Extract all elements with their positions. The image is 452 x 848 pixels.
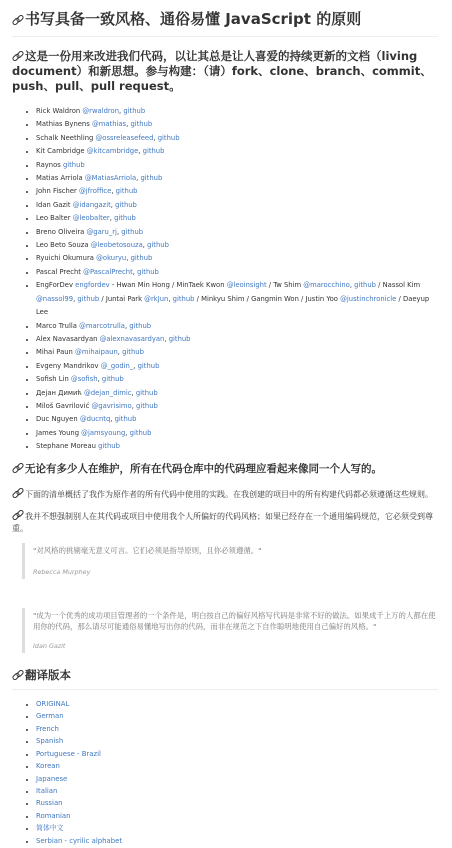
github-link[interactable]: github	[130, 120, 153, 129]
contributor-text: Duc Nguyen	[36, 415, 80, 424]
contributor-text: / Minkyu Shim / Gangmin Won / Justin Yoo	[194, 294, 341, 303]
quote-cite: Idan Gazit	[33, 642, 66, 651]
quote-text: "对风格的挑剔毫无意义可言。它们必须是指导原则，且你必须遵循。"	[33, 546, 262, 556]
contributor-text: Sofish Lin	[36, 375, 71, 384]
github-link[interactable]: github	[62, 160, 85, 169]
contributor-item	[36, 266, 438, 279]
contributor-text: Idan Gazit	[36, 200, 73, 209]
contributor-item	[36, 239, 438, 252]
twitter-link[interactable]: @okuryu	[96, 254, 127, 263]
contributor-item	[36, 185, 438, 198]
translation-link[interactable]: Italian	[36, 786, 58, 795]
twitter-link[interactable]: @justinchronicle	[340, 294, 397, 303]
contributors-list	[12, 105, 438, 454]
translation-item	[36, 723, 438, 735]
contributor-text: EngForDev	[36, 281, 76, 290]
github-link[interactable]: github	[115, 187, 138, 196]
contributor-text: Kit Cambridge	[36, 147, 87, 156]
contributor-text: ,	[131, 388, 136, 397]
translation-link[interactable]: Romanian	[36, 811, 71, 820]
blockquote	[22, 543, 438, 579]
github-link[interactable]: github	[168, 334, 191, 343]
translation-item	[36, 810, 438, 822]
noimpose-heading	[12, 510, 438, 534]
github-link[interactable]: github	[136, 401, 158, 410]
github-link[interactable]: github	[114, 415, 137, 424]
contributor-text: James Young	[36, 428, 82, 437]
translations-heading	[12, 668, 438, 690]
translation-item	[36, 773, 438, 785]
twitter-link[interactable]: @PascalPrecht	[83, 267, 133, 276]
contributor-item	[36, 226, 438, 239]
contributor-item	[36, 145, 438, 158]
twitter-link[interactable]: @sofish	[70, 375, 98, 384]
github-link[interactable]: github	[123, 107, 146, 115]
anchor-link-icon[interactable]	[12, 510, 22, 520]
contributor-text: ,	[131, 401, 137, 410]
twitter-link[interactable]: @ducntq	[79, 415, 111, 424]
contributor-text: Marco Trulla	[36, 321, 80, 330]
contributor-text: ,	[119, 107, 124, 115]
github-link[interactable]: github	[122, 348, 144, 357]
noimpose-text: 我并不想强制别人在其代码或项目中使用我个人所偏好的代码风格；如果已经存在一个通用编码规范，它必须受到尊重。	[12, 512, 433, 533]
contributor-text: ,	[73, 294, 78, 303]
twitter-link[interactable]: @ossreleasefeed	[95, 133, 154, 142]
contributor-text: Alex Navasardyan	[36, 334, 100, 343]
contributor-text: / Juntai Park	[99, 294, 145, 303]
twitter-link[interactable]: @rwaldron	[82, 107, 120, 115]
contributor-item	[36, 400, 438, 413]
translation-item	[36, 735, 438, 747]
twitter-link[interactable]: @alexnavasardyan	[99, 334, 165, 343]
contributor-item	[36, 132, 438, 145]
translation-link[interactable]: Portuguese - Brazil	[36, 749, 101, 758]
contributor-item	[36, 118, 438, 131]
contributor-text: ,	[116, 227, 122, 236]
contributor-text: ,	[110, 415, 115, 424]
contributor-text: ,	[117, 348, 123, 357]
contributor-text: ,	[97, 375, 102, 384]
contributor-text: ,	[138, 147, 143, 156]
twitter-link[interactable]: @garu_rj	[86, 227, 117, 236]
translation-item	[36, 710, 438, 722]
github-link[interactable]: github	[135, 388, 158, 397]
twitter-link[interactable]: @dejan_dimic	[84, 388, 132, 397]
anchor-link-icon[interactable]	[12, 488, 22, 498]
github-link[interactable]: github	[77, 294, 100, 303]
contributor-text: Mihai Paun	[36, 348, 76, 357]
translation-link[interactable]: Serbian - cyrilic alphabet	[36, 836, 123, 845]
consistency-text: 无论有多少人在维护，所有在代码仓库中的代码理应看起来像同一个人写的。	[25, 462, 382, 475]
github-link[interactable]: github	[157, 133, 180, 142]
anchor-link-icon[interactable]	[12, 463, 22, 473]
github-link[interactable]: github	[114, 214, 136, 223]
contributor-text: ,	[168, 294, 173, 303]
github-link[interactable]: github	[121, 227, 144, 236]
anchor-link-icon[interactable]	[12, 670, 22, 680]
contributor-text: ,	[110, 200, 116, 209]
github-link[interactable]: github	[354, 281, 376, 290]
contributor-text: ,	[153, 133, 158, 142]
translations-heading-text: 翻译版本	[25, 668, 71, 683]
twitter-link[interactable]: @marcotrulla	[79, 321, 125, 330]
twitter-link[interactable]: @leobalter	[72, 214, 110, 223]
translation-item	[36, 785, 438, 797]
translation-item	[36, 835, 438, 847]
translation-link[interactable]: Spanish	[36, 737, 64, 746]
intro-text: 这是一份用来改进我们代码，以让其总是让人喜爱的持续更新的文档（living document）和新思想。参与构建：（请）fork、clone、branch、commit、push、pull、pull request。	[12, 49, 432, 93]
contributor-text: ,	[124, 321, 130, 330]
quote-cite: Rebecca Murphey	[33, 568, 91, 577]
contributor-text: ,	[136, 174, 141, 183]
contributor-text: ,	[132, 267, 138, 276]
contributor-item	[36, 360, 438, 373]
twitter-link[interactable]: @leobetosouza	[90, 241, 143, 250]
translation-link[interactable]: 简体中文	[36, 824, 64, 833]
contributor-text: John Fischer	[36, 187, 79, 196]
translation-link[interactable]: German	[36, 712, 64, 721]
anchor-link-icon[interactable]	[12, 15, 22, 25]
contributor-item	[36, 346, 438, 359]
github-link[interactable]: github	[130, 254, 153, 263]
contributor-item	[36, 159, 438, 172]
page-title	[12, 0, 438, 37]
contributor-text: Schalk Neethling	[36, 133, 96, 142]
github-link[interactable]: github	[129, 428, 152, 437]
github-link[interactable]: github	[147, 241, 169, 250]
contributor-text: Pascal Precht	[36, 267, 84, 276]
twitter-link[interactable]: @mihaipaun	[75, 348, 118, 357]
intro-heading	[12, 49, 438, 94]
contributor-text: Rick Waldron	[36, 107, 83, 115]
translation-item	[36, 698, 438, 710]
twitter-link[interactable]: @kitcambridge	[86, 147, 139, 156]
contributor-text: ,	[164, 334, 169, 343]
contributor-item	[36, 105, 438, 118]
translation-link[interactable]: Japanese	[36, 774, 68, 783]
github-link[interactable]: github	[137, 361, 160, 370]
translation-link[interactable]: ORIGINAL	[36, 700, 70, 709]
contributor-text: ,	[126, 120, 131, 129]
contributor-text: / Nassol Kim	[375, 281, 421, 290]
contributor-text: Дејан Димић	[36, 388, 85, 397]
contributor-text: / Tw Shim	[266, 281, 304, 290]
translation-link[interactable]: Korean	[36, 762, 60, 771]
github-link[interactable]: github	[115, 200, 137, 209]
translation-link[interactable]: Russian	[36, 799, 63, 808]
contributor-text: Mathias Bynens	[36, 120, 92, 129]
twitter-link[interactable]: @idangazit	[72, 200, 111, 209]
translation-item	[36, 760, 438, 772]
contributor-text: ,	[111, 187, 116, 196]
github-link[interactable]: github	[140, 174, 163, 183]
twitter-link[interactable]: @jamsyoung	[81, 428, 126, 437]
contributor-item	[36, 172, 438, 185]
twitter-link[interactable]: @mathias	[91, 120, 127, 129]
curated-heading	[12, 488, 438, 501]
contributor-item	[36, 413, 438, 426]
curated-text: 下面的清单概括了我作为原作者的所有代码中使用的实践。在我创建的项目中的所有构建代码都必须遵循这些规则。	[25, 489, 433, 499]
github-link[interactable]: github	[172, 294, 195, 303]
twitter-link[interactable]: @gavrisimo	[91, 401, 132, 410]
translation-item	[36, 822, 438, 834]
contributor-item	[36, 440, 438, 453]
contributor-text: Leo Balter	[36, 214, 73, 223]
contributor-item	[36, 373, 438, 386]
twitter-link[interactable]: @leoinsight	[226, 281, 267, 290]
quote-text: "成为一个优秀的成功项目管理者的一个条件是，明白按自己的偏好风格写代码是非常不好的做法。如果成千上万的人都在使用你的代码，那么请尽可能通俗易懂地写出你的代码，而非在规范之下自作聪明地使用自己偏好的风格。"	[33, 611, 436, 632]
contributor-text: Miloš Gavrilović	[36, 401, 92, 410]
contributor-text: Breno Oliveira	[36, 227, 87, 236]
github-link[interactable]: github	[129, 321, 152, 330]
twitter-link[interactable]: @MatiasArriola	[84, 174, 137, 183]
twitter-link[interactable]: engfordev	[75, 281, 110, 290]
contributor-item	[36, 279, 438, 319]
github-link[interactable]: github	[137, 267, 159, 276]
twitter-link[interactable]: @rkJun	[144, 294, 169, 303]
contributor-item	[36, 427, 438, 440]
contributor-text: - Hwan Min Hong / MinTaek Kwon	[109, 281, 227, 290]
contributor-item	[36, 387, 438, 400]
contributor-item	[36, 199, 438, 212]
contributor-text: Leo Beto Souza	[36, 241, 91, 250]
contributor-item	[36, 333, 438, 346]
contributor-item	[36, 320, 438, 333]
contributor-text: ,	[133, 361, 138, 370]
consistency-heading	[12, 462, 438, 476]
twitter-link[interactable]: @marocchino	[303, 281, 350, 290]
contributor-text: Evgeny Mandrikov	[36, 361, 101, 370]
contributor-text: / Daeyup Lee	[36, 294, 430, 317]
contributor-text: ,	[349, 281, 355, 290]
github-link[interactable]: github	[142, 147, 165, 156]
translation-link[interactable]: French	[36, 724, 59, 733]
twitter-link[interactable]: @jfroffice	[78, 187, 112, 196]
contributor-text: Matias Arriola	[36, 174, 85, 183]
translation-item	[36, 748, 438, 760]
contributor-text: ,	[142, 241, 148, 250]
contributor-item	[36, 252, 438, 265]
anchor-link-icon[interactable]	[12, 51, 22, 61]
contributor-text: ,	[125, 428, 130, 437]
contributor-text: ,	[126, 254, 131, 263]
twitter-link[interactable]: @nassol99	[36, 294, 74, 303]
blockquote	[22, 608, 438, 653]
contributor-text: ,	[109, 214, 115, 223]
contributor-text: Raynos	[36, 160, 63, 169]
contributor-item	[36, 212, 438, 225]
translations-list	[12, 698, 438, 847]
twitter-link[interactable]: @_godin_	[100, 361, 134, 370]
contributor-text: Stephane Moreau	[36, 442, 99, 451]
translation-item	[36, 797, 438, 809]
page-title-text: 书写具备一致风格、通俗易懂 JavaScript 的原则	[25, 10, 362, 28]
github-link[interactable]: github	[101, 375, 124, 384]
github-link[interactable]: github	[98, 442, 120, 451]
contributor-text: Ryuichi Okumura	[36, 254, 97, 263]
